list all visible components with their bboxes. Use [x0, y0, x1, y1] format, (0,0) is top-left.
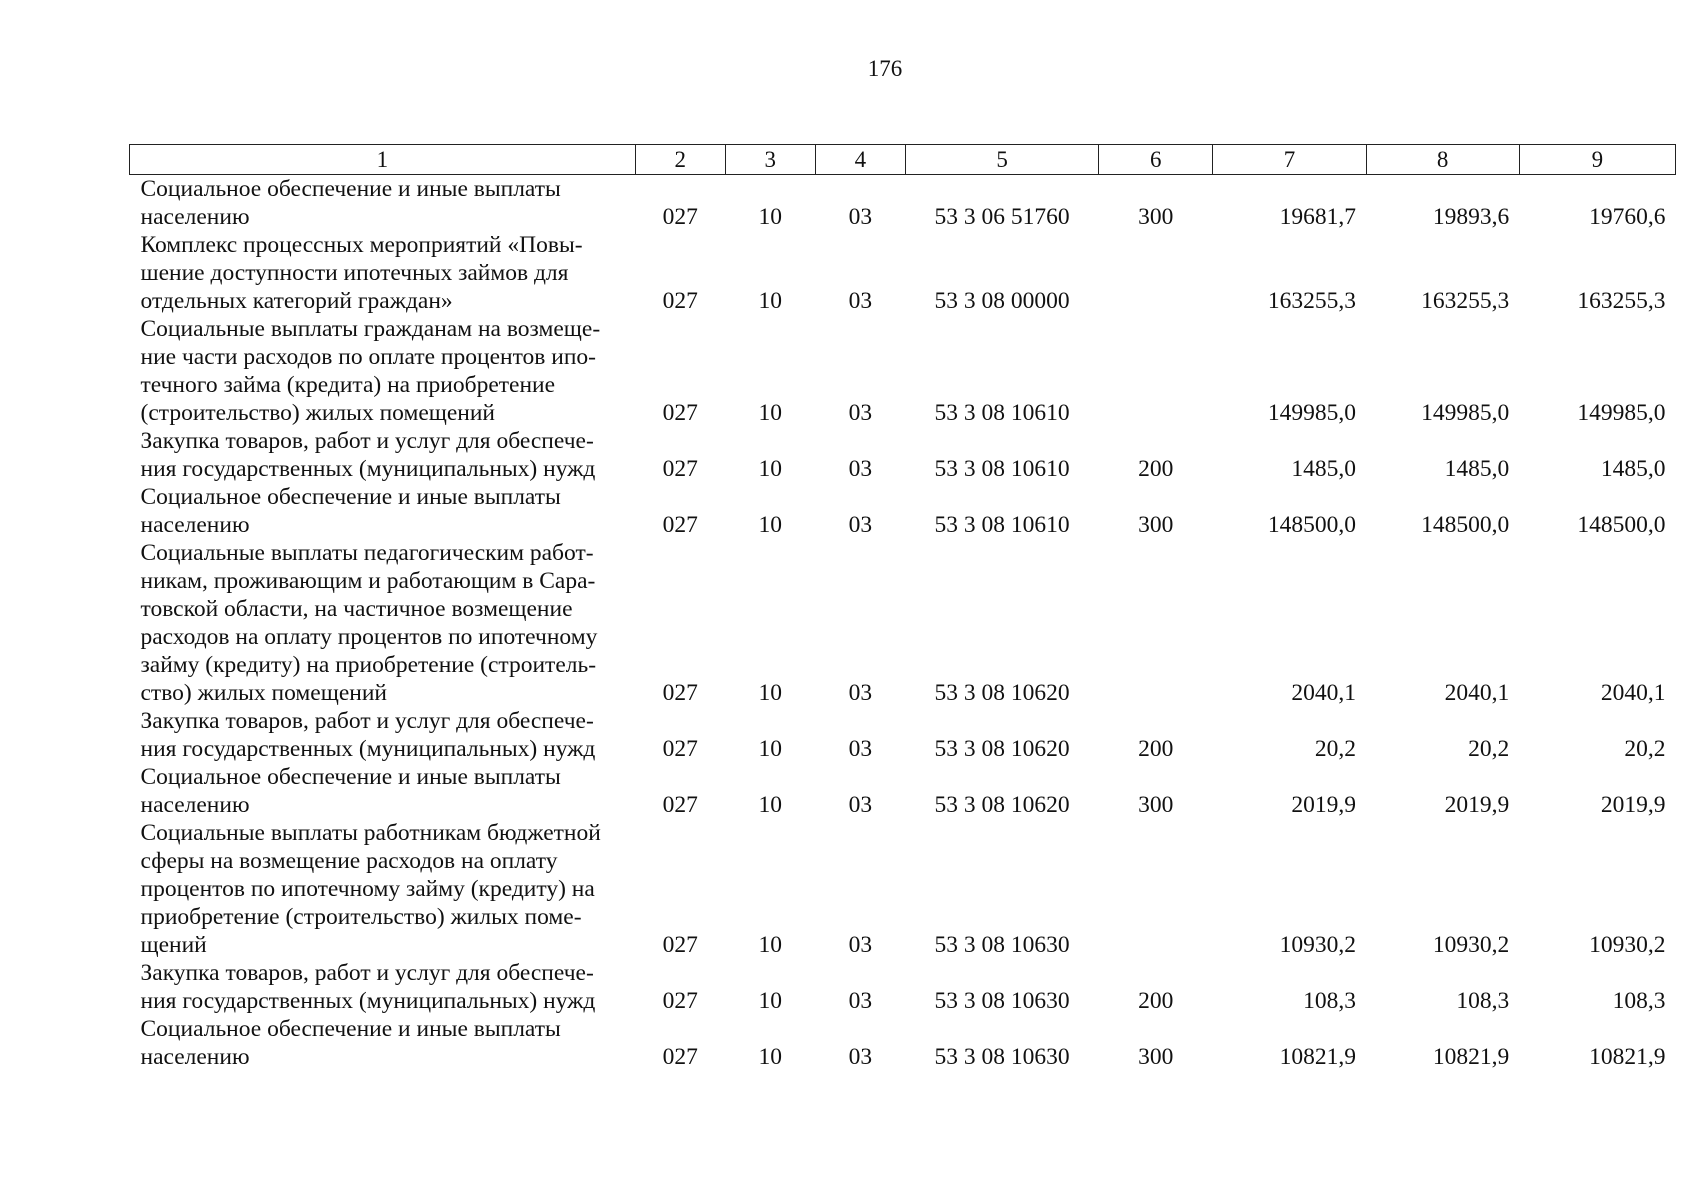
expense-name-line: сферы на возмещение расходов на оплату — [140, 848, 558, 874]
header-cell-4: 4 — [815, 145, 905, 175]
expense-name-line: Социальное обеспечение и иные выплаты — [140, 176, 561, 202]
cell-amount-8: 2040,1 — [1444, 680, 1510, 706]
table-row — [130, 231, 1676, 315]
cell-subsection: 03 — [848, 680, 873, 706]
expense-name-line: Социальные выплаты работникам бюджетной — [140, 820, 601, 846]
cell-ministry-code: 027 — [662, 988, 698, 1014]
expense-name-line: ство) жилых помещений — [140, 680, 387, 706]
table-body — [130, 175, 1676, 1072]
cell-amount-9: 1485,0 — [1600, 456, 1666, 482]
cell-target-article: 53 3 08 10620 — [934, 680, 1070, 706]
cell-target-article: 53 3 08 10630 — [934, 932, 1070, 958]
cell-section: 10 — [758, 512, 783, 538]
expense-name-line: Комплекс процессных мероприятий «Повы- — [140, 232, 583, 258]
cell-ministry-code: 027 — [662, 736, 698, 762]
expense-name-line: Закупка товаров, работ и услуг для обеспече- — [140, 708, 594, 734]
cell-section: 10 — [758, 288, 783, 314]
table-row — [130, 483, 1676, 539]
cell-subsection: 03 — [848, 288, 873, 314]
cell-section: 10 — [758, 400, 783, 426]
cell-amount-9: 10821,9 — [1589, 1044, 1666, 1070]
cell-expense-type: 200 — [1138, 456, 1174, 482]
expense-name-line: отдельных категорий граждан» — [140, 288, 453, 314]
budget-table — [129, 144, 1676, 1071]
cell-ministry-code: 027 — [662, 288, 698, 314]
cell-expense-name — [130, 819, 636, 959]
expense-name-line: ние части расходов по оплате процентов ипо- — [140, 344, 596, 370]
cell-expense-name — [130, 763, 636, 819]
page-number: 176 — [867, 56, 903, 81]
expense-name-line: никам, проживающим и работающим в Сара- — [140, 568, 596, 594]
cell-subsection: 03 — [848, 456, 873, 482]
cell-expense-name — [130, 427, 636, 483]
table-row — [130, 1015, 1676, 1071]
cell-amount-9: 148500,0 — [1577, 512, 1666, 538]
expense-name-line: (строительство) жилых помещений — [140, 400, 496, 426]
cell-subsection: 03 — [848, 400, 873, 426]
cell-amount-7: 19681,7 — [1279, 204, 1357, 230]
cell-amount-7: 10930,2 — [1279, 932, 1357, 958]
cell-amount-8: 20,2 — [1468, 736, 1510, 762]
cell-expense-type: 300 — [1138, 512, 1174, 538]
cell-expense-type: 300 — [1138, 204, 1174, 230]
expense-name-line: Закупка товаров, работ и услуг для обеспече- — [140, 428, 594, 454]
header-cell-9: 9 — [1519, 145, 1675, 175]
expense-name-line: Социальное обеспечение и иные выплаты — [140, 484, 561, 510]
expense-name-line: населению — [140, 1044, 250, 1070]
cell-expense-name — [130, 231, 636, 315]
cell-expense-name — [130, 707, 636, 763]
header-cell-3: 3 — [725, 145, 815, 175]
expense-name-line: займу (кредиту) на приобретение (строитель- — [140, 652, 597, 678]
cell-amount-7: 148500,0 — [1267, 512, 1357, 538]
expense-name-line: населению — [140, 792, 250, 818]
cell-ministry-code: 027 — [662, 680, 698, 706]
table-row — [130, 959, 1676, 1015]
header-cell-5: 5 — [905, 145, 1098, 175]
expense-name-line: щений — [140, 932, 207, 958]
table-row — [130, 175, 1676, 232]
cell-expense-type: 300 — [1138, 1044, 1174, 1070]
cell-expense-type — [1099, 539, 1213, 707]
header-cell-1: 1 — [130, 145, 636, 175]
cell-subsection: 03 — [848, 988, 873, 1014]
cell-section: 10 — [758, 204, 783, 230]
cell-amount-8: 108,3 — [1456, 988, 1510, 1014]
header-cell-8: 8 — [1366, 145, 1519, 175]
header-cell-6: 6 — [1099, 145, 1213, 175]
cell-ministry-code: 027 — [662, 512, 698, 538]
cell-amount-7: 10821,9 — [1279, 1044, 1357, 1070]
cell-expense-type — [1099, 315, 1213, 427]
cell-amount-7: 20,2 — [1314, 736, 1357, 762]
cell-amount-9: 163255,3 — [1577, 288, 1666, 314]
expense-name-line: Социальные выплаты педагогическим работ- — [140, 540, 594, 566]
cell-amount-7: 149985,0 — [1267, 400, 1357, 426]
expense-name-line: Социальное обеспечение и иные выплаты — [140, 764, 561, 790]
expense-name-line: населению — [140, 512, 250, 538]
cell-target-article: 53 3 08 10620 — [934, 792, 1070, 818]
cell-amount-9: 20,2 — [1624, 736, 1666, 762]
cell-expense-name — [130, 539, 636, 707]
expense-name-line: ния государственных (муниципальных) нужд — [140, 456, 596, 482]
expense-name-line: населению — [140, 204, 250, 230]
cell-expense-type: 200 — [1138, 736, 1174, 762]
cell-amount-8: 10930,2 — [1432, 932, 1510, 958]
cell-expense-name — [130, 959, 636, 1015]
cell-expense-type — [1099, 819, 1213, 959]
cell-ministry-code: 027 — [662, 1044, 698, 1070]
cell-target-article: 53 3 08 10630 — [934, 988, 1070, 1014]
cell-subsection: 03 — [848, 736, 873, 762]
expense-name-line: Социальное обеспечение и иные выплаты — [140, 1016, 561, 1042]
cell-amount-9: 10930,2 — [1589, 932, 1666, 958]
table-row — [130, 707, 1676, 763]
cell-expense-type: 300 — [1138, 792, 1174, 818]
cell-amount-9: 149985,0 — [1577, 400, 1666, 426]
cell-expense-type: 200 — [1138, 988, 1174, 1014]
cell-expense-type — [1099, 231, 1213, 315]
cell-amount-7: 163255,3 — [1267, 288, 1357, 314]
expense-name-line: приобретение (строительство) жилых поме- — [140, 904, 582, 930]
expense-name-line: шение доступности ипотечных займов для — [140, 260, 569, 286]
expense-name-line: расходов на оплату процентов по ипотечному — [140, 624, 598, 650]
cell-amount-7: 108,3 — [1303, 988, 1357, 1014]
cell-amount-7: 2019,9 — [1291, 792, 1357, 818]
cell-amount-7: 1485,0 — [1291, 456, 1357, 482]
cell-amount-8: 163255,3 — [1421, 288, 1510, 314]
cell-amount-8: 2019,9 — [1444, 792, 1510, 818]
cell-ministry-code: 027 — [662, 400, 698, 426]
cell-subsection: 03 — [848, 1044, 873, 1070]
cell-section: 10 — [758, 988, 783, 1014]
cell-section: 10 — [758, 680, 783, 706]
cell-target-article: 53 3 08 10620 — [934, 736, 1070, 762]
cell-amount-8: 19893,6 — [1432, 204, 1510, 230]
cell-ministry-code: 027 — [662, 204, 698, 230]
cell-ministry-code: 027 — [662, 792, 698, 818]
table-row — [130, 763, 1676, 819]
table-row — [130, 819, 1676, 959]
cell-amount-9: 2040,1 — [1600, 680, 1666, 706]
cell-target-article: 53 3 08 10610 — [934, 512, 1070, 538]
cell-amount-9: 108,3 — [1612, 988, 1666, 1014]
cell-expense-name — [130, 1015, 636, 1071]
table-row — [130, 427, 1676, 483]
table-header — [130, 145, 1676, 175]
header-cell-7: 7 — [1213, 145, 1366, 175]
cell-section: 10 — [758, 1044, 783, 1070]
expense-name-line: Закупка товаров, работ и услуг для обеспече- — [140, 960, 594, 986]
cell-ministry-code: 027 — [662, 456, 698, 482]
cell-section: 10 — [758, 792, 783, 818]
cell-target-article: 53 3 08 00000 — [934, 288, 1070, 314]
table-row — [130, 539, 1676, 707]
cell-subsection: 03 — [848, 932, 873, 958]
cell-target-article: 53 3 08 10630 — [934, 1044, 1070, 1070]
cell-expense-name — [130, 175, 636, 232]
expense-name-line: ния государственных (муниципальных) нужд — [140, 736, 596, 762]
cell-expense-name — [130, 315, 636, 427]
expense-name-line: ния государственных (муниципальных) нужд — [140, 988, 596, 1014]
cell-target-article: 53 3 08 10610 — [934, 456, 1070, 482]
cell-subsection: 03 — [848, 792, 873, 818]
cell-amount-8: 148500,0 — [1421, 512, 1510, 538]
cell-section: 10 — [758, 456, 783, 482]
table-row — [130, 315, 1676, 427]
cell-target-article: 53 3 08 10610 — [934, 400, 1070, 426]
expense-name-line: процентов по ипотечному займу (кредиту) на — [140, 876, 595, 902]
expense-name-line: течного займа (кредита) на приобретение — [140, 372, 556, 398]
cell-section: 10 — [758, 932, 783, 958]
header-cell-2: 2 — [635, 145, 725, 175]
cell-expense-name — [130, 483, 636, 539]
cell-section: 10 — [758, 736, 783, 762]
cell-amount-8: 1485,0 — [1444, 456, 1510, 482]
cell-amount-9: 2019,9 — [1600, 792, 1666, 818]
header-row — [130, 145, 1676, 175]
cell-subsection: 03 — [848, 204, 873, 230]
cell-ministry-code: 027 — [662, 932, 698, 958]
cell-amount-9: 19760,6 — [1589, 204, 1666, 230]
cell-amount-7: 2040,1 — [1291, 680, 1357, 706]
expense-name-line: Социальные выплаты гражданам на возмеще- — [140, 316, 601, 342]
cell-amount-8: 10821,9 — [1432, 1044, 1510, 1070]
cell-subsection: 03 — [848, 512, 873, 538]
cell-target-article: 53 3 06 51760 — [934, 204, 1070, 230]
cell-amount-8: 149985,0 — [1421, 400, 1510, 426]
expense-name-line: товской области, на частичное возмещение — [140, 596, 573, 622]
